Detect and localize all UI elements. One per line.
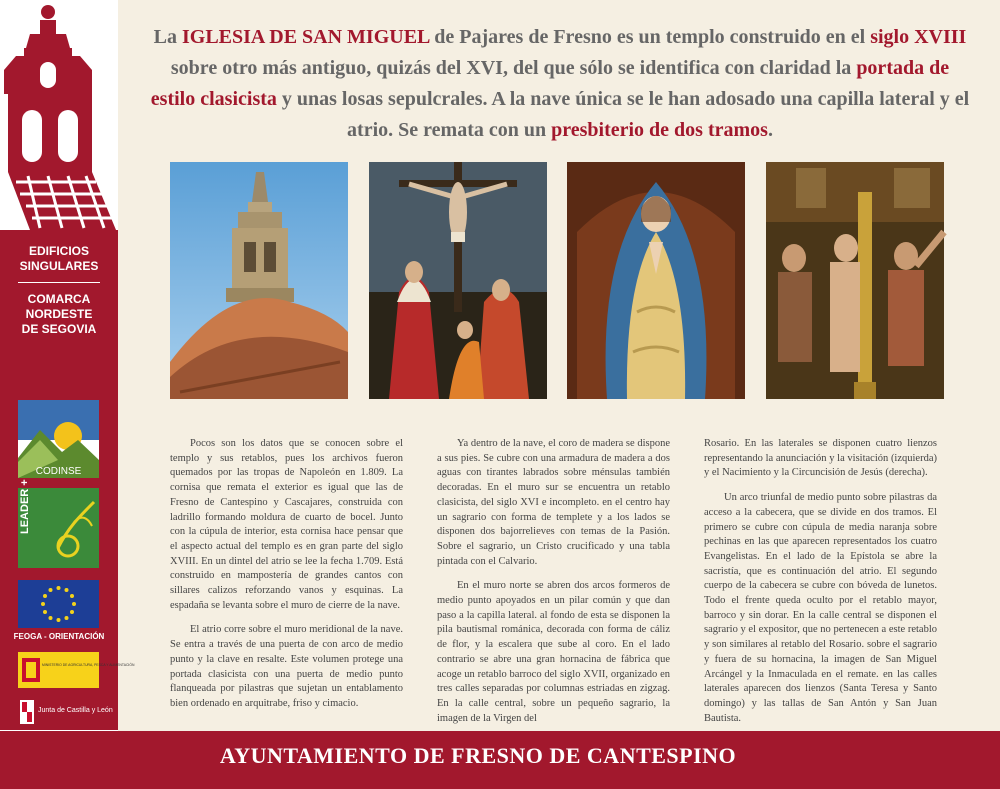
intro-highlight-presbytery: presbiterio de dos tramos bbox=[551, 119, 768, 141]
footer-title: AYUNTAMIENTO DE FRESNO DE CANTESPINO bbox=[219, 743, 737, 768]
intro-t4: y unas losas sepulcrales. A la nave única se le han adosado una capilla lateral y el atrio. Se remata con un bbox=[276, 88, 970, 141]
leader-plus-logo bbox=[18, 479, 99, 568]
feoga-label: FEOGA - ORIENTACIÓN bbox=[13, 632, 105, 641]
column-2 bbox=[437, 437, 670, 736]
eu-flag-logo bbox=[18, 580, 99, 628]
intro-text bbox=[150, 22, 970, 146]
column-1 bbox=[170, 437, 403, 722]
col2-paragraph-1: Ya dentro de la nave, el coro de madera se dispone a sus pies. Se cubre con una armadura de madera a dos aguas con tirantes labrados sobre ménsulas también decoradas. En el muro sur se encuentra un retablo clasicista, del siglo XVI e incompleto. en el centro hay un sagrario con forma de templete y a los lados se disponen dos bajorrelieves con temas de la Pasión. Sobre el sagrario, un Cristo crucificado y una tabla pintada con el Calvario. bbox=[437, 438, 670, 567]
ministerio-label: MINISTERIO DE AGRICULTURA, PESCA Y ALIMENTACIÓN bbox=[42, 663, 135, 667]
junta-label: Junta de Castilla y León bbox=[38, 707, 113, 714]
leader-label: LEADER + bbox=[19, 479, 31, 534]
photo-calvary-painting bbox=[369, 162, 547, 399]
category-line-1: EDIFICIOS bbox=[28, 244, 89, 258]
region-line-3: DE SEGOVIA bbox=[21, 322, 97, 336]
codinse-label: CODINSE bbox=[35, 466, 82, 477]
col2-paragraph-2: En el muro norte se abren dos arcos formeros de medio punto apoyados en un pilar común y que dan paso a la capilla lateral. al fondo de esta se disponen la pila bautismal románica, decorada con forma de cáliz de flor, y la escalera que sube al coro. En el lado contrario se abre una gran hornacina de fábrica que acoge un retablo barroco del siglo XVII, organizado en tres calles separadas por columnas estriadas en zigzag. En la calle central, sobre un pequeño sagrario, la imagen de la Virgen del bbox=[437, 580, 670, 724]
sidebar bbox=[0, 0, 135, 789]
region-line-1: COMARCA bbox=[27, 292, 91, 306]
intro-t2: de Pajares de Fresno es un templo construido en el bbox=[429, 26, 871, 48]
intro-t5: . bbox=[767, 119, 773, 141]
church-tower-logo bbox=[0, 0, 118, 232]
column-3 bbox=[704, 437, 937, 736]
footer-band bbox=[0, 731, 1000, 789]
intro-t3: sobre otro más antiguo, quizás del XVI, del que sólo se identifica con claridad la bbox=[170, 57, 857, 79]
photo-virgin-statue bbox=[567, 162, 745, 399]
ministerio-logo bbox=[18, 652, 135, 688]
intro-t1: La bbox=[153, 26, 182, 48]
codinse-logo bbox=[18, 400, 99, 478]
photo-belfry-tower bbox=[170, 162, 348, 399]
col1-paragraph-1: Pocos son los datos que se conocen sobre el templo y sus retablos, pues los archivos fueron quemados por las tropas de Napoleón en 1.809. La cornisa que remata el exterior es igual que las de Fresno de Cantespino y Cascajares, construida con ladrillo formando moldura de cuarto de bocel. Junto con la cúpula de interior, esta cornisa hace pensar que el aspecto actual del templo es en gran parte del siglo XVIII. En un dintel del atrio se lee la fecha 1.709. Está construido en mampostería de grandes cantos con sillares calizos reforzando vanos y esquinas. La espadaña se levanta sobre el muro de cierre de la nave. bbox=[170, 438, 403, 611]
col3-paragraph-2: Un arco triunfal de medio punto sobre pilastras da acceso a la cabecera, que se divide en dos tramos. El primero se cubre con cúpula de media naranja sobre pechinas en las que aparecen representados los cuatro Evangelistas. En el lado de la Epístola se abre la sacristía, que es continuación del atrio. El segundo cuerpo de la cabecera se cubre con bóveda de lunetos. Todo el frente queda oculto por el retablo mayor, barroco y sin dorar. En la calle central se disponen el sagrario y el expositor, que no pertenecen a este retablo y son similares al retablo del Rosario. sobre el sagrario y fuera de su hornacina, la imagen de San Miguel Arcángel y la Inmaculada en el remate. en las calles laterales aparecen dos lienzos (Santa Teresa y Santo domingo) y las tallas de San Antón y San Juan Bautista. bbox=[704, 492, 937, 724]
col3-paragraph-1: Rosario. En las laterales se disponen cuatro lienzos representando la anunciación y la visitación (izquierda) y el Nacimiento y la Circuncisión de Jesús (derecha). bbox=[704, 438, 937, 479]
junta-logo bbox=[18, 698, 113, 728]
intro-highlight-portal: portada de estilo clasicista bbox=[150, 57, 950, 110]
photo-passion-relief bbox=[766, 162, 944, 399]
col1-paragraph-2: El atrio corre sobre el muro meridional de la nave. Se entra a través de una puerta de con arco de medio punto y la clave en resalte. Este volumen protege una portada clasicista con una puerta de medio punto flanqueada por pilastras que sujetan un entablamento bien ordenado en arquitrabe, friso y cimacio. bbox=[170, 624, 403, 709]
intro-highlight-church: IGLESIA DE SAN MIGUEL bbox=[181, 26, 430, 48]
category-line-2: SINGULARES bbox=[19, 259, 99, 273]
intro-highlight-century: siglo XVIII bbox=[870, 26, 967, 48]
sidebar-divider bbox=[18, 282, 100, 283]
region-line-2: NORDESTE bbox=[25, 307, 93, 321]
